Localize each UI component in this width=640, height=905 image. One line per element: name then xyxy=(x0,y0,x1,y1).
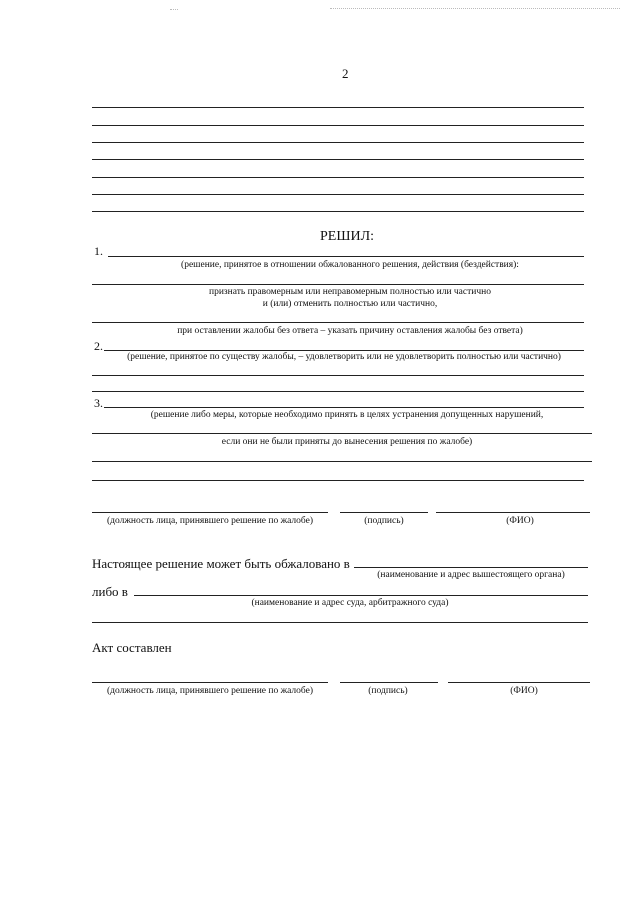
signature-line xyxy=(340,512,428,513)
name-line xyxy=(448,682,590,683)
or-text: либо в xyxy=(92,584,128,599)
blank-line xyxy=(92,375,584,376)
blank-line xyxy=(92,284,584,285)
position-line xyxy=(92,682,328,683)
item-2-number: 2. xyxy=(94,339,103,353)
authority-caption: (наименование и адрес вышестоящего органа) xyxy=(377,570,565,580)
blank-line xyxy=(92,125,584,126)
blank-line xyxy=(92,322,584,323)
item-1-caption-3: и (или) отменить полностью или частично, xyxy=(262,299,438,309)
sig1-name-caption: (ФИО) xyxy=(506,516,534,526)
authority-line xyxy=(354,567,588,568)
blank-line xyxy=(92,177,584,178)
blank-line xyxy=(92,211,584,212)
position-line xyxy=(92,512,328,513)
blank-line xyxy=(92,142,584,143)
item-3-caption-2: если они не были приняты до вынесения решения по жалобе) xyxy=(221,437,473,447)
scan-artifact xyxy=(170,9,178,10)
item-1-number: 1. xyxy=(94,244,103,258)
item-3-number: 3. xyxy=(94,396,103,410)
page-number: 2 xyxy=(342,66,349,81)
appeal-text: Настоящее решение может быть обжаловано в xyxy=(92,556,350,571)
scan-artifact xyxy=(330,8,620,9)
sig2-position-caption: (должность лица, принявшего решение по жалобе) xyxy=(106,686,314,696)
court-caption: (наименование и адрес суда, арбитражного суда) xyxy=(251,598,449,608)
court-line xyxy=(134,595,588,596)
sig1-position-caption: (должность лица, принявшего решение по жалобе) xyxy=(106,516,314,526)
sig2-signature-caption: (подпись) xyxy=(368,686,408,696)
item-1-line xyxy=(108,256,584,257)
item-3-line xyxy=(104,407,584,408)
item-1-caption-4: при оставлении жалобы без ответа – указать причину оставления жалобы без ответа) xyxy=(177,326,523,336)
item-2-line xyxy=(104,350,584,351)
sig2-name-caption: (ФИО) xyxy=(510,686,538,696)
item-2-caption: (решение, принятое по существу жалобы, – удовлетворить или не удовлетворить полностью или частично) xyxy=(127,352,561,362)
sig1-signature-caption: (подпись) xyxy=(364,516,404,526)
blank-line xyxy=(92,461,592,462)
blank-line xyxy=(92,391,584,392)
name-line xyxy=(436,512,590,513)
blank-line xyxy=(92,622,588,623)
item-3-caption-1: (решение либо меры, которые необходимо принять в целях устранения допущенных нарушений, xyxy=(150,410,544,420)
decision-heading: РЕШИЛ: xyxy=(320,229,374,244)
item-1-caption-1: (решение, принятое в отношении обжалованного решения, действия (бездействия): xyxy=(181,260,519,270)
blank-line xyxy=(92,194,584,195)
blank-line xyxy=(92,159,584,160)
blank-line xyxy=(92,480,584,481)
blank-line xyxy=(92,433,592,434)
act-label: Акт составлен xyxy=(92,640,172,655)
item-1-caption-2: признать правомерным или неправомерным полностью или частично xyxy=(209,287,491,297)
blank-line xyxy=(92,107,584,108)
signature-line xyxy=(340,682,438,683)
